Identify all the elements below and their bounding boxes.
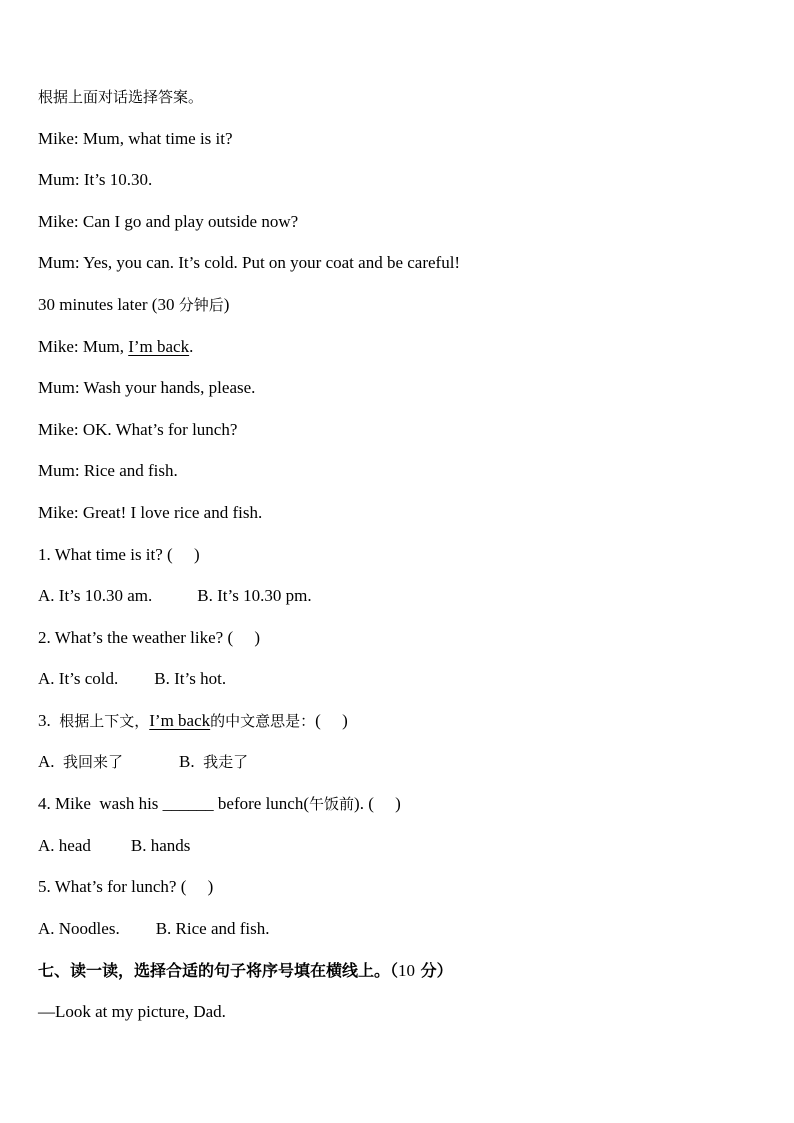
dialogue-text: Great! I love rice and fish.	[78, 503, 263, 522]
speaker: Mike:	[38, 212, 79, 231]
speaker: Mum:	[38, 253, 80, 272]
option-b: B. It’s hot.	[154, 669, 227, 688]
dialogue-line	[38, 211, 298, 233]
dialogue-text-end: )	[223, 295, 230, 314]
dialogue-text: OK. What’s for lunch?	[78, 420, 238, 439]
question-number: 3.	[38, 711, 60, 730]
score-open: （	[390, 961, 399, 980]
option-b-label: B.	[179, 752, 204, 771]
question-text-cjk: 的中文意思是：	[210, 712, 316, 730]
reading-line: —Look at my picture, Dad.	[38, 1002, 226, 1021]
option-a: A. head	[38, 836, 91, 855]
dialogue-line	[38, 336, 193, 358]
question-4-options	[38, 835, 190, 857]
speaker: Mike:	[38, 337, 79, 356]
question-5-options	[38, 918, 270, 940]
question-4	[38, 793, 401, 815]
dialogue-text: It’s 10.30.	[79, 170, 153, 189]
dialogue-line	[38, 460, 178, 482]
option-a-label: A.	[38, 752, 64, 771]
question-text: 4. Mike wash his ______ before lunch(	[38, 794, 310, 813]
answer-parens: ( )	[315, 711, 348, 730]
section-title: 七、读一读，选择合适的句子将序号填在横线上。	[38, 961, 391, 980]
dialogue-line	[38, 419, 237, 441]
question-2-options	[38, 668, 226, 690]
speaker: Mum:	[38, 461, 80, 480]
speaker: Mike:	[38, 420, 79, 439]
section-heading	[38, 960, 453, 982]
dialogue-line	[38, 128, 233, 150]
dialogue-text-cjk: 分钟后	[178, 296, 224, 314]
question-3	[38, 710, 348, 732]
question-text-cjk: 午饭前	[309, 795, 355, 813]
dialogue-text: Wash your hands, please.	[79, 378, 256, 397]
option-b: B. hands	[130, 836, 191, 855]
question-2: 2. What’s the weather like? ( )	[38, 628, 261, 647]
underlined-phrase: I’m back	[128, 337, 190, 356]
dialogue-line	[38, 252, 460, 274]
question-text-cjk: 根据上下文，	[59, 712, 150, 730]
question-1: 1. What time is it? ( )	[38, 545, 200, 564]
option-a: A. It’s 10.30 am.	[38, 586, 153, 605]
speaker: Mike:	[38, 129, 79, 148]
dialogue-line	[38, 377, 255, 399]
dialogue-text: Can I go and play outside now?	[78, 212, 299, 231]
option-a: A. Noodles.	[38, 919, 120, 938]
dialogue-text: Yes, you can. It’s cold. Put on your coat and be careful!	[79, 253, 461, 272]
dialogue-line	[38, 502, 262, 524]
option-b: B. It’s 10.30 pm.	[197, 586, 312, 605]
dialogue-line	[38, 169, 152, 191]
question-5: 5. What’s for lunch? ( )	[38, 877, 214, 896]
question-1-options	[38, 585, 312, 607]
question-text-end: ). ( )	[354, 794, 401, 813]
score-value: 10	[398, 961, 416, 980]
speaker: Mum:	[38, 378, 80, 397]
intro-instruction: 根据上面对话选择答案。	[38, 88, 204, 106]
question-3-options	[38, 751, 248, 773]
option-b: B. Rice and fish.	[155, 919, 270, 938]
speaker: Mike:	[38, 503, 79, 522]
underlined-phrase: I’m back	[149, 711, 211, 730]
dialogue-text-end: .	[189, 337, 194, 356]
dialogue-text: 30 minutes later (30	[38, 295, 179, 314]
dialogue-text: Rice and fish.	[79, 461, 178, 480]
option-a: 我回来了	[63, 753, 124, 771]
dialogue-text: Mum, what time is it?	[78, 129, 233, 148]
speaker: Mum:	[38, 170, 80, 189]
dialogue-text: Mum,	[78, 337, 129, 356]
dialogue-line	[38, 294, 229, 316]
option-a: A. It’s cold.	[38, 669, 119, 688]
option-b: 我走了	[203, 753, 249, 771]
score-unit: 分）	[415, 961, 453, 980]
